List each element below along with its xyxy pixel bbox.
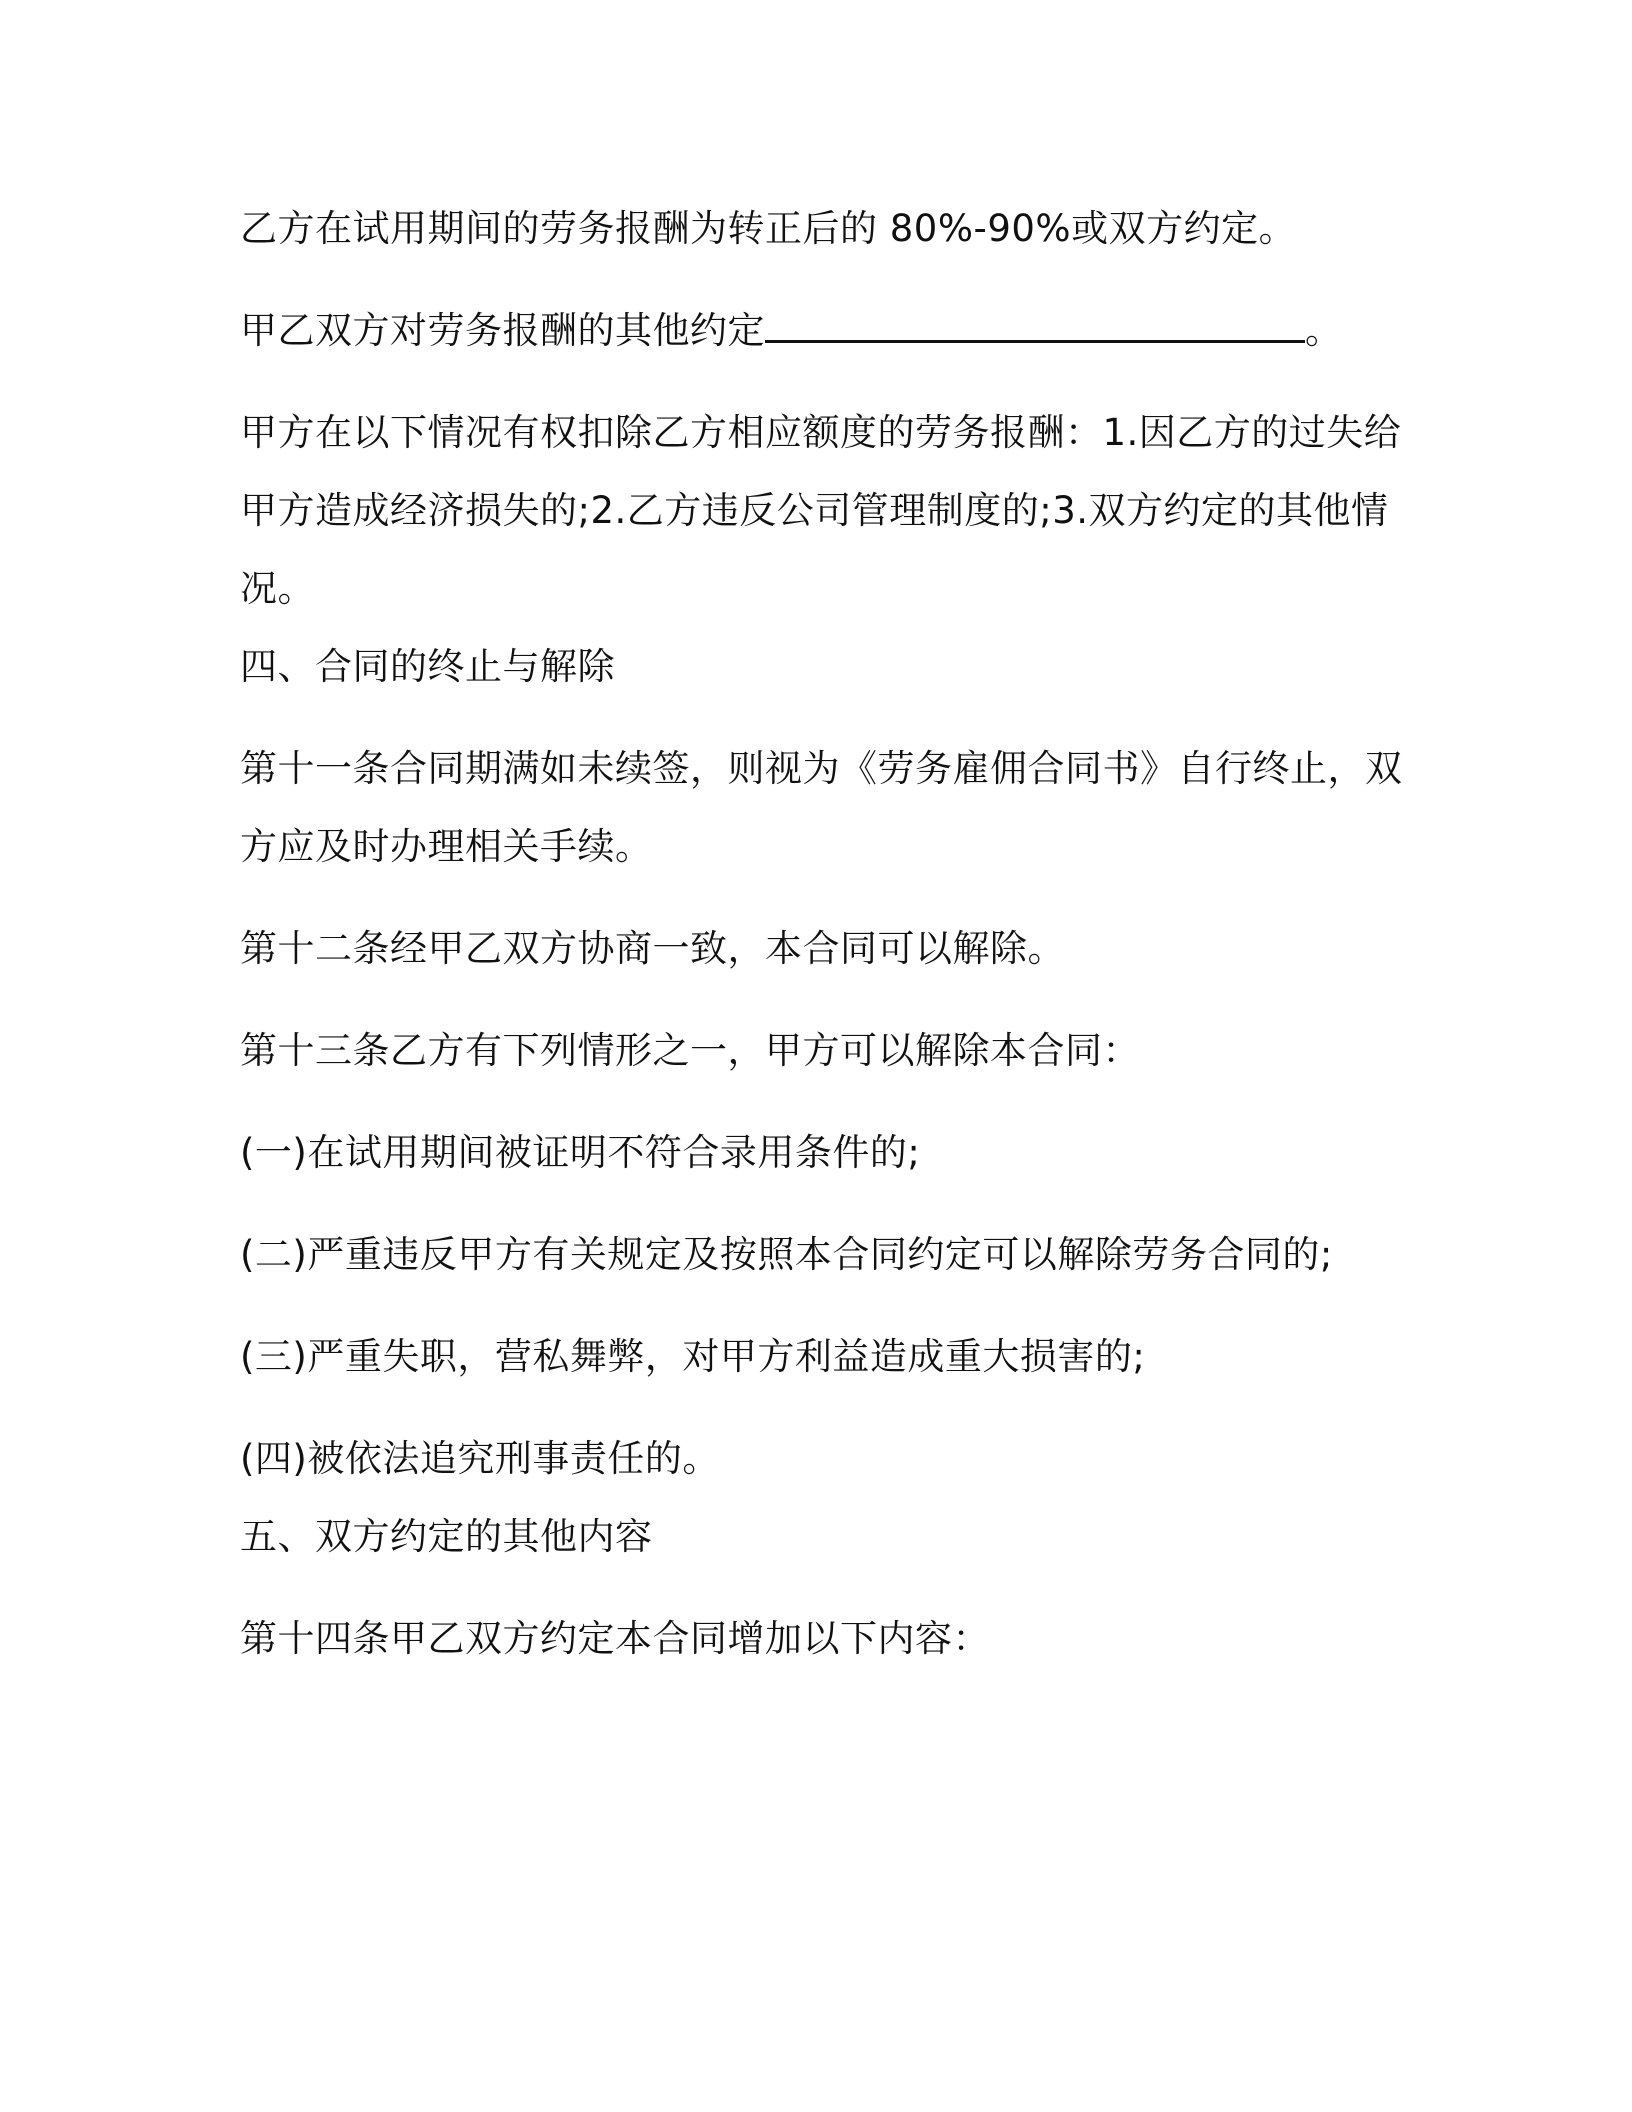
article-13-item-4: (四)被依法追究刑事责任的。 — [240, 1437, 720, 1480]
paragraph-deductions: 甲方在以下情况有权扣除乙方相应额度的劳务报酬：1.因乙方的过失给甲方造成经济损失的;2.乙方违反公司管理制度的;3.双方约定的其他情况。 — [240, 411, 1402, 610]
other-agreement-label: 甲乙双方对劳务报酬的其他约定 — [240, 309, 765, 352]
article-14: 第十四条甲乙双方约定本合同增加以下内容： — [240, 1617, 990, 1660]
paragraph-other-agreement — [240, 292, 1405, 370]
article-13-item-2: (二)严重违反甲方有关规定及按照本合同约定可以解除劳务合同的; — [240, 1233, 1333, 1276]
article-13-item-1: (一)在试用期间被证明不符合录用条件的; — [240, 1131, 921, 1174]
section-heading-termination: 四、合同的终止与解除 — [240, 645, 615, 688]
article-11: 第十一条合同期满如未续签，则视为《劳务雇佣合同书》自行终止，双方应及时办理相关手续。 — [240, 747, 1403, 868]
other-agreement-period: 。 — [1305, 309, 1343, 352]
paragraph-probation-pay: 乙方在试用期间的劳务报酬为转正后的 80%-90%或双方约定。 — [240, 207, 1297, 250]
article-12: 第十二条经甲乙双方协商一致，本合同可以解除。 — [240, 927, 1065, 970]
fill-in-blank — [765, 306, 1305, 343]
section-heading-other-content: 五、双方约定的其他内容 — [240, 1515, 653, 1558]
document-content — [240, 190, 1405, 1678]
article-13: 第十三条乙方有下列情形之一，甲方可以解除本合同： — [240, 1029, 1140, 1072]
article-13-item-3: (三)严重失职，营私舞弊，对甲方利益造成重大损害的; — [240, 1335, 1146, 1378]
